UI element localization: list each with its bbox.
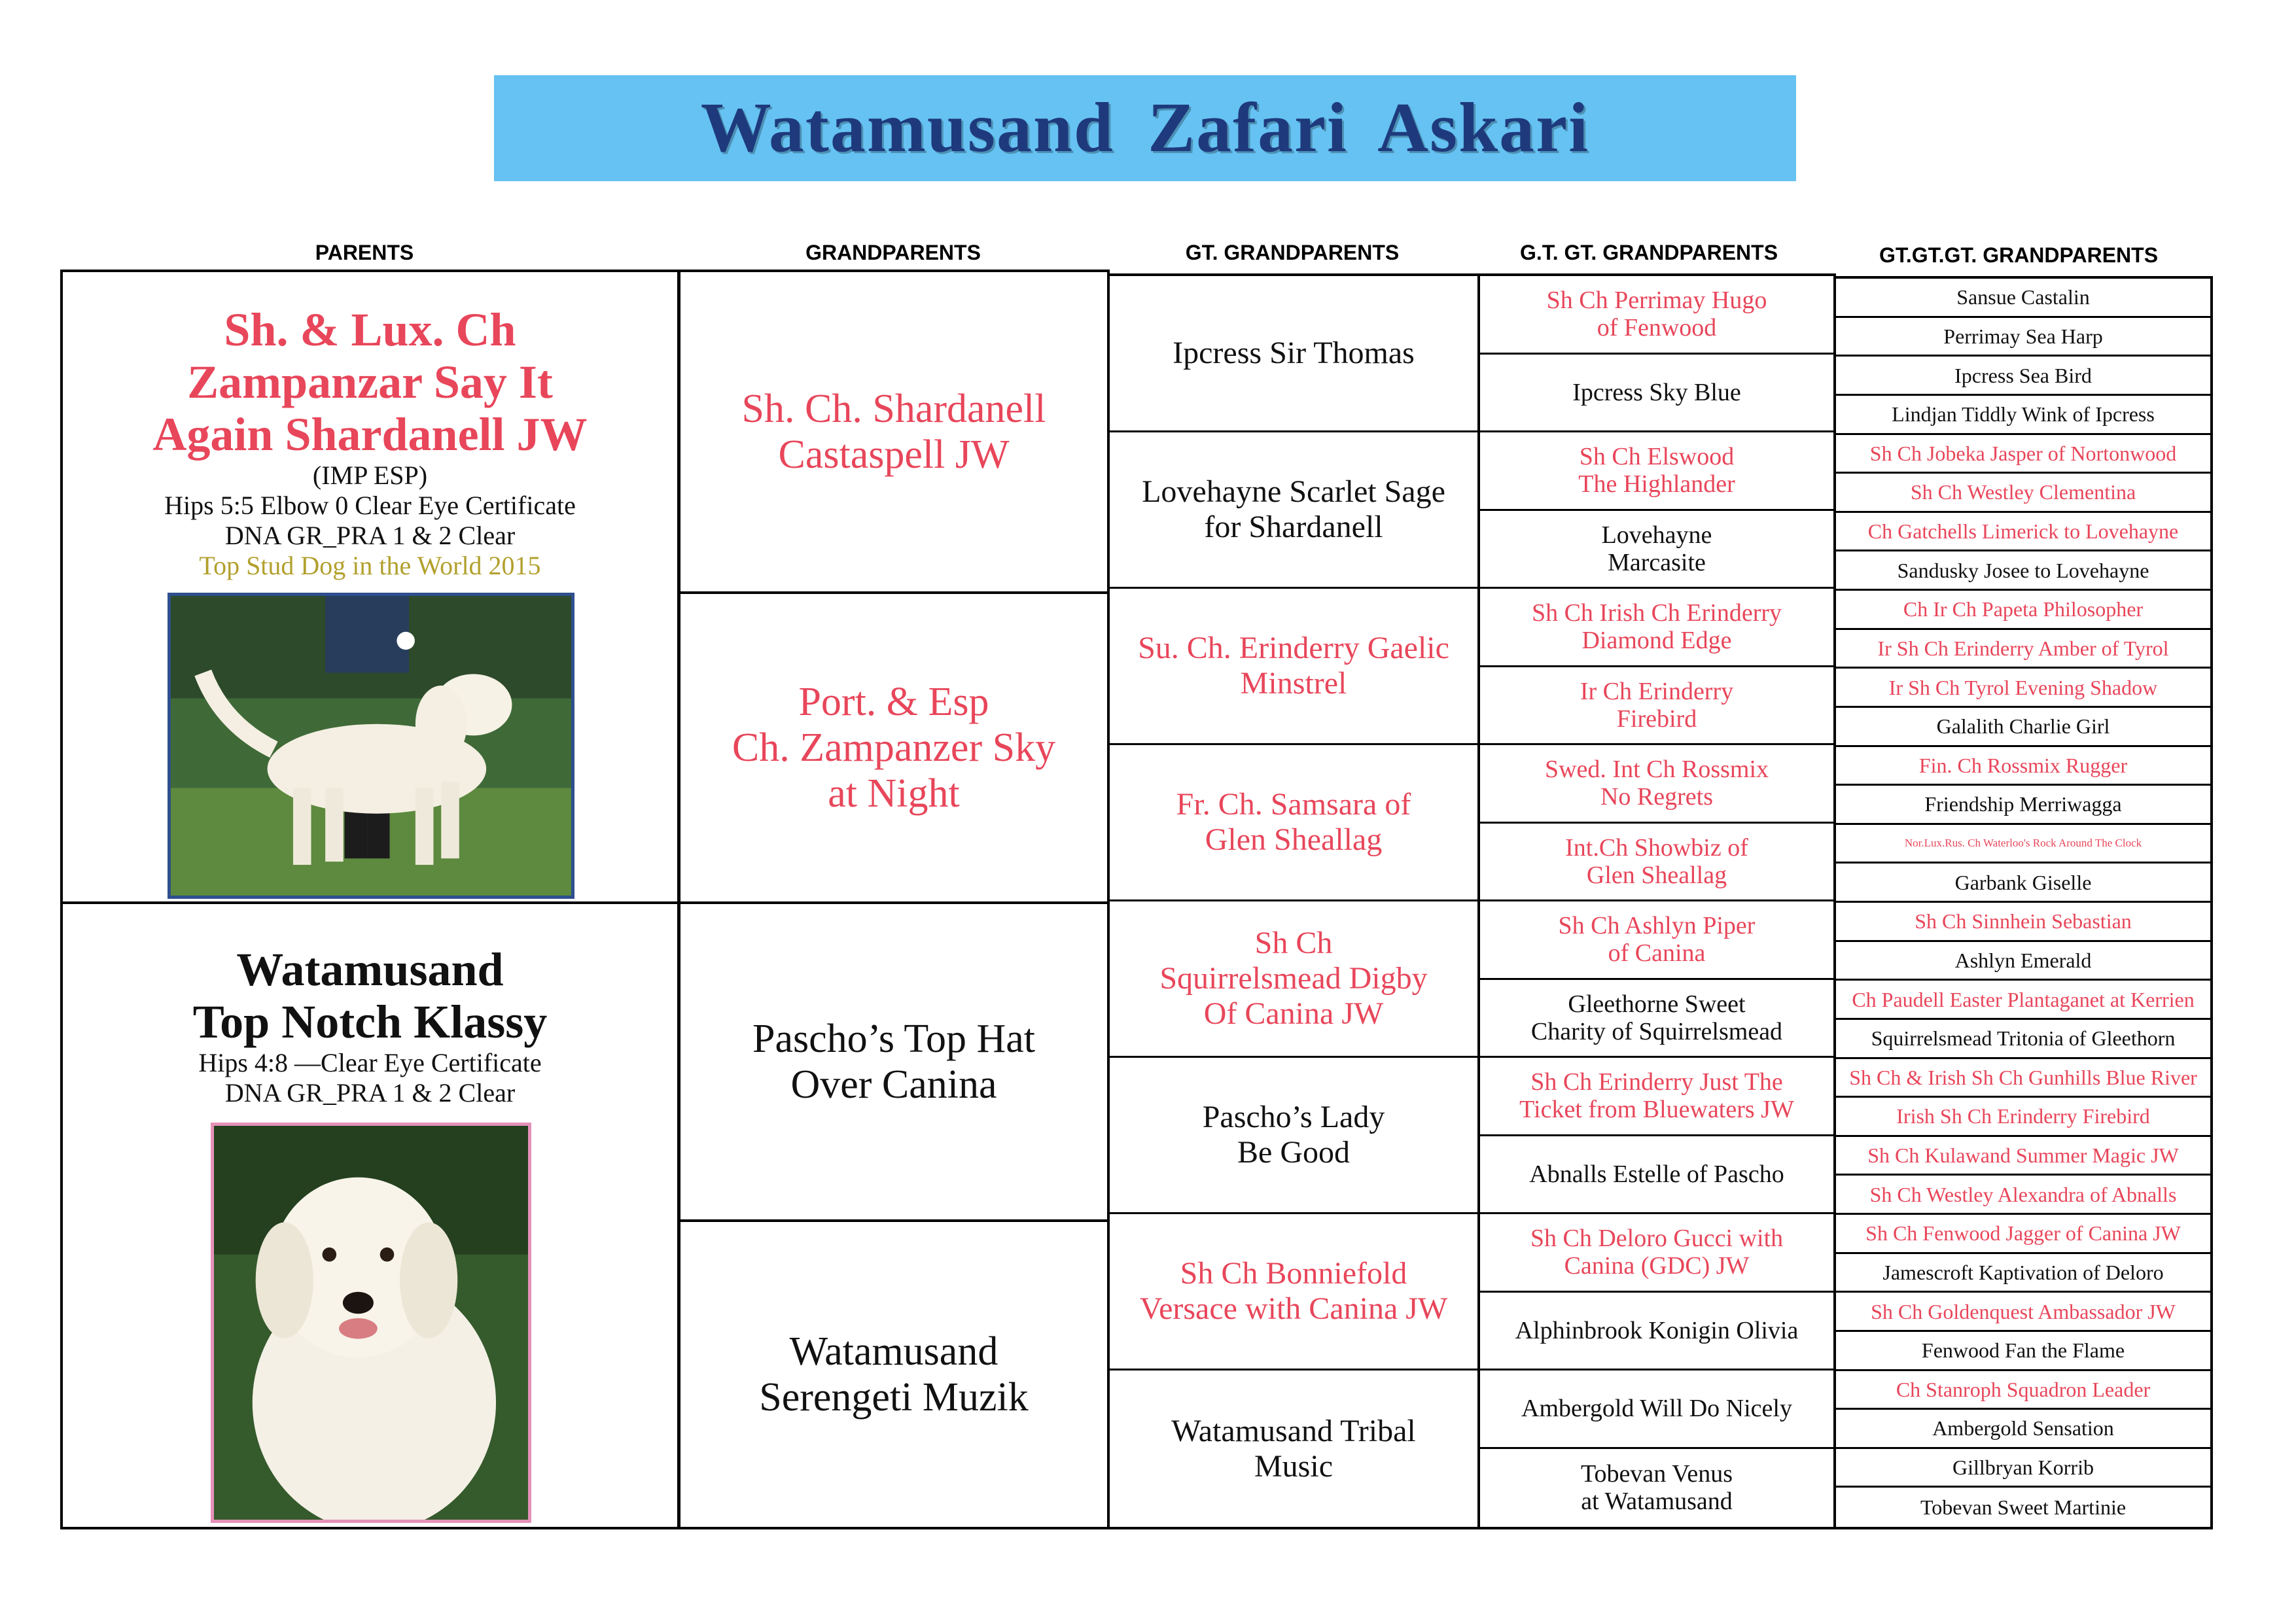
gtgtgt-grandparent-14: [1836, 786, 2210, 825]
gtgt-grandparent-1: [1480, 276, 1833, 355]
sire-name-line1: Sh. & Lux. Ch: [224, 304, 516, 356]
gtgtgt-grandparent-27-name: Sh Ch Goldenquest Ambassador JW: [1871, 1299, 2176, 1323]
gtgtgt-grandparent-20-name: Squirrelsmead Tritonia of Gleethorn: [1871, 1026, 2176, 1051]
gt-grandparent-7-line1: Sh Ch Bonniefold: [1180, 1256, 1407, 1291]
gtgtgt-grandparent-11-name: Ir Sh Ch Tyrol Evening Shadow: [1888, 675, 2158, 699]
gtgtgt-grandparent-14-name: Friendship Merriwagga: [1924, 792, 2122, 816]
gt-grandparent-1: [1110, 276, 1477, 432]
dam-name-line2: Top Notch Klassy: [192, 996, 548, 1048]
gtgt-grandparent-1-line2: of Fenwood: [1597, 314, 1717, 342]
gt-grandparent-2-line1: Lovehayne Scarlet Sage: [1142, 474, 1445, 509]
gtgtgt-grandparent-3: [1836, 357, 2210, 396]
gtgtgt-grandparent-4-name: Lindjan Tiddly Wink of Ipcress: [1892, 402, 2155, 427]
dam-photo: [211, 1123, 531, 1523]
gtgt-grandparent-7-line2: No Regrets: [1600, 783, 1714, 811]
gt-grandparents-column: [1107, 273, 1480, 1529]
gtgt-grandparent-5: [1480, 589, 1833, 667]
header-gtgt-grandparents: G.T. GT. GRANDPARENTS: [1519, 241, 1778, 264]
gtgt-grandparent-8: [1480, 824, 1833, 902]
sire-import: (IMP ESP): [312, 461, 428, 490]
gtgtgt-grandparent-12: [1836, 708, 2210, 747]
grandparent-1-line2: Castaspell JW: [778, 432, 1010, 477]
gtgtgt-grandparent-4: [1836, 396, 2210, 435]
gtgtgt-grandparent-12-name: Galalith Charlie Girl: [1936, 714, 2110, 739]
gtgtgt-grandparent-30: [1836, 1410, 2210, 1449]
grandparent-1-line1: Sh. Ch. Shardanell: [741, 387, 1046, 431]
gtgtgt-grandparents-column: [1833, 276, 2213, 1529]
gtgt-grandparent-14: [1480, 1293, 1833, 1371]
header-grandparents: GRANDPARENTS: [805, 241, 981, 264]
gtgt-grandparent-5-line2: Diamond Edge: [1581, 627, 1732, 655]
gtgtgt-grandparent-29: [1836, 1371, 2210, 1410]
header-gt-grandparents: GT. GRANDPARENTS: [1185, 241, 1400, 264]
grandparent-4: [680, 1222, 1107, 1527]
gtgtgt-grandparent-15: [1836, 825, 2210, 864]
gtgt-grandparent-3-line2: The Highlander: [1578, 470, 1735, 498]
gtgtgt-grandparent-16-name: Garbank Giselle: [1954, 870, 2092, 894]
grandparents-column: [678, 270, 1110, 1529]
sire-box: [60, 270, 680, 904]
gtgt-grandparent-7: [1480, 745, 1833, 824]
gtgtgt-grandparent-10-name: Ir Sh Ch Erinderry Amber of Tyrol: [1877, 636, 2169, 660]
gt-grandparent-1-line1: Ipcress Sir Thomas: [1173, 336, 1415, 370]
gt-grandparent-5: [1110, 901, 1477, 1058]
gt-grandparent-7: [1110, 1214, 1477, 1370]
gtgt-grandparent-13-line1: Sh Ch Deloro Gucci with: [1530, 1225, 1784, 1253]
gtgtgt-grandparent-5: [1836, 435, 2210, 474]
gt-grandparent-6-line2: Be Good: [1237, 1135, 1350, 1170]
gt-grandparent-5-line3: Of Canina JW: [1203, 996, 1384, 1031]
gtgt-grandparent-10: [1480, 980, 1833, 1058]
title-banner: [494, 75, 1796, 181]
gtgt-grandparent-4: [1480, 511, 1833, 589]
gtgtgt-grandparent-31-name: Gillbryan Korrib: [1952, 1456, 2094, 1480]
grandparent-2-line2: Ch. Zampanzer Sky: [732, 725, 1056, 770]
gtgt-grandparent-12: [1480, 1136, 1833, 1215]
gtgtgt-grandparent-13-name: Fin. Ch Rossmix Rugger: [1918, 753, 2128, 777]
gtgt-grandparents-column: [1477, 273, 1836, 1529]
grandparent-1: [680, 272, 1107, 594]
gt-grandparent-8: [1110, 1370, 1477, 1527]
gtgt-grandparent-3: [1480, 432, 1833, 511]
grandparent-2: [680, 594, 1107, 904]
dam-health2: DNA GR_PRA 1 & 2 Clear: [224, 1078, 516, 1108]
dam-box: [60, 901, 680, 1529]
gtgtgt-grandparent-8: [1836, 551, 2210, 591]
gt-grandparent-4-line1: Fr. Ch. Samsara of: [1176, 787, 1411, 822]
dam-info: [63, 943, 677, 1108]
gtgtgt-grandparent-22: [1836, 1098, 2210, 1137]
gtgtgt-grandparent-3-name: Ipcress Sea Bird: [1954, 363, 2092, 387]
gtgt-grandparent-8-line2: Glen Sheallag: [1586, 861, 1727, 889]
gt-grandparent-8-line1: Watamusand Tribal: [1171, 1413, 1416, 1448]
gtgt-grandparent-9-line2: of Canina: [1608, 939, 1706, 968]
gtgt-grandparent-5-line1: Sh Ch Irish Ch Erinderry: [1531, 599, 1782, 627]
gtgtgt-grandparent-32: [1836, 1488, 2210, 1527]
gtgt-grandparent-8-line1: Int.Ch Showbiz of: [1565, 833, 1748, 862]
gtgt-grandparent-6-line2: Firebird: [1616, 705, 1697, 733]
gtgt-grandparent-15-line1: Ambergold Will Do Nicely: [1521, 1395, 1792, 1423]
header-parents: PARENTS: [315, 241, 414, 264]
gtgtgt-grandparent-2-name: Perrimay Sea Harp: [1943, 324, 2103, 348]
gt-grandparent-6: [1110, 1058, 1477, 1214]
gtgtgt-grandparent-21: [1836, 1059, 2210, 1098]
gtgt-grandparent-15: [1480, 1370, 1833, 1449]
gtgt-grandparent-10-line2: Charity of Squirrelsmead: [1530, 1017, 1783, 1045]
sire-health1: Hips 5:5 Elbow 0 Clear Eye Certificate: [164, 491, 576, 520]
gtgt-grandparent-11-line1: Sh Ch Erinderry Just The: [1530, 1068, 1783, 1096]
gtgt-grandparent-6-line1: Ir Ch Erinderry: [1580, 677, 1734, 705]
gt-grandparent-7-line2: Versace with Canina JW: [1139, 1291, 1448, 1326]
sire-award: Top Stud Dog in the World 2015: [199, 551, 541, 580]
gtgtgt-grandparent-1: [1836, 279, 2210, 318]
gtgtgt-grandparent-28: [1836, 1332, 2210, 1371]
gtgt-grandparent-9-line1: Sh Ch Ashlyn Piper: [1558, 912, 1756, 940]
gtgt-grandparent-1-line1: Sh Ch Perrimay Hugo: [1546, 287, 1767, 315]
gtgtgt-grandparent-20: [1836, 1020, 2210, 1059]
gtgt-grandparent-16-line1: Tobevan Venus: [1581, 1460, 1733, 1488]
header-gtgtgt-grandparents: GT.GT.GT. GRANDPARENTS: [1879, 243, 2159, 267]
gt-grandparent-3: [1110, 589, 1477, 745]
gtgtgt-grandparent-2: [1836, 318, 2210, 357]
gtgt-grandparent-6: [1480, 667, 1833, 746]
gtgt-grandparent-11-line2: Ticket from Bluewaters JW: [1519, 1096, 1794, 1124]
gtgtgt-grandparent-24-name: Sh Ch Westley Alexandra of Abnalls: [1869, 1182, 2177, 1206]
gtgtgt-grandparent-26-name: Jamescroft Kaptivation of Deloro: [1882, 1260, 2164, 1284]
gtgtgt-grandparent-27: [1836, 1293, 2210, 1332]
gtgtgt-grandparent-8-name: Sandusky Josee to Lovehayne: [1897, 558, 2149, 582]
gt-grandparent-2-line2: for Shardanell: [1204, 510, 1383, 544]
sire-photo: [168, 593, 574, 899]
gtgtgt-grandparent-26: [1836, 1254, 2210, 1293]
gtgtgt-grandparent-28-name: Fenwood Fan the Flame: [1921, 1338, 2125, 1363]
gt-grandparent-3-line2: Minstrel: [1240, 666, 1347, 701]
gtgt-grandparent-4-line1: Lovehayne: [1601, 521, 1712, 549]
dam-health1: Hips 4:8 —Clear Eye Certificate: [198, 1048, 542, 1077]
grandparent-2-line3: at Night: [828, 771, 960, 816]
grandparent-3-line1: Pascho’s Top Hat: [752, 1017, 1035, 1061]
gtgtgt-grandparent-32-name: Tobevan Sweet Martinie: [1920, 1495, 2127, 1520]
gtgtgt-grandparent-9: [1836, 591, 2210, 630]
gtgt-grandparent-2-line1: Ipcress Sky Blue: [1572, 378, 1741, 406]
gtgtgt-grandparent-19: [1836, 981, 2210, 1020]
gtgt-grandparent-3-line1: Sh Ch Elswood: [1579, 443, 1735, 471]
gtgt-grandparent-4-line2: Marcasite: [1608, 548, 1706, 576]
grandparent-3-line2: Over Canina: [790, 1062, 997, 1107]
gtgtgt-grandparent-31: [1836, 1449, 2210, 1488]
gt-grandparent-3-line1: Su. Ch. Erinderry Gaelic: [1138, 631, 1449, 665]
dam-name-line1: Watamusand: [236, 943, 504, 996]
grandparent-4-line2: Serengeti Muzik: [759, 1375, 1029, 1420]
gtgt-grandparent-13: [1480, 1214, 1833, 1293]
gtgt-grandparent-12-line1: Abnalls Estelle of Pascho: [1529, 1160, 1784, 1188]
gt-grandparent-4-line2: Glen Sheallag: [1205, 822, 1383, 857]
gtgtgt-grandparent-15-name: Nor.Lux.Rus. Ch Waterloo's Rock Around The Clock: [1904, 837, 2142, 850]
gtgtgt-grandparent-17: [1836, 903, 2210, 942]
gtgtgt-grandparent-18-name: Ashlyn Emerald: [1954, 948, 2092, 972]
gtgtgt-grandparent-18: [1836, 942, 2210, 981]
gt-grandparent-2: [1110, 432, 1477, 589]
gt-grandparent-5-line1: Sh Ch: [1254, 926, 1333, 960]
sire-health2: DNA GR_PRA 1 & 2 Clear: [224, 521, 516, 550]
gtgtgt-grandparent-1-name: Sansue Castalin: [1956, 285, 2090, 309]
sire-name-line3: Again Shardanell JW: [152, 408, 588, 461]
grandparent-3: [680, 904, 1107, 1222]
gtgt-grandparent-10-line1: Gleethorne Sweet: [1568, 990, 1746, 1018]
gtgtgt-grandparent-16: [1836, 864, 2210, 903]
gtgtgt-grandparent-17-name: Sh Ch Sinnhein Sebastian: [1915, 909, 2132, 934]
gtgtgt-grandparent-7: [1836, 513, 2210, 552]
gtgtgt-grandparent-6: [1836, 474, 2210, 513]
gtgt-grandparent-11: [1480, 1058, 1833, 1136]
gtgtgt-grandparent-10: [1836, 630, 2210, 669]
gtgt-grandparent-13-line2: Canina (GDC) JW: [1564, 1252, 1750, 1280]
gtgtgt-grandparent-25-name: Sh Ch Fenwood Jagger of Canina JW: [1865, 1221, 2181, 1246]
gtgt-grandparent-16: [1480, 1449, 1833, 1527]
gtgt-grandparent-2: [1480, 355, 1833, 433]
gtgt-grandparent-9: [1480, 901, 1833, 980]
gt-grandparent-6-line1: Pascho’s Lady: [1202, 1100, 1385, 1134]
sire-info: [63, 304, 677, 581]
gtgt-grandparent-14-line1: Alphinbrook Konigin Olivia: [1515, 1316, 1799, 1344]
pedigree-title: Watamusand Zafari Askari: [700, 89, 1590, 167]
gt-grandparent-4: [1110, 745, 1477, 901]
sire-name-line2: Zampanzar Say It: [187, 356, 553, 408]
gtgtgt-grandparent-23: [1836, 1137, 2210, 1176]
gtgtgt-grandparent-21-name: Sh Ch & Irish Sh Ch Gunhills Blue River: [1849, 1065, 2197, 1089]
grandparent-2-line1: Port. & Esp: [798, 680, 989, 724]
gtgtgt-grandparent-5-name: Sh Ch Jobeka Jasper of Nortonwood: [1869, 441, 2177, 465]
gtgtgt-grandparent-11: [1836, 669, 2210, 708]
gt-grandparent-5-line2: Squirrelsmead Digby: [1159, 961, 1428, 996]
gtgtgt-grandparent-24: [1836, 1176, 2210, 1215]
gt-grandparent-8-line2: Music: [1254, 1448, 1333, 1484]
gtgtgt-grandparent-7-name: Ch Gatchells Limerick to Lovehayne: [1867, 519, 2179, 544]
gtgtgt-grandparent-29-name: Ch Stanroph Squadron Leader: [1896, 1377, 2151, 1401]
gtgtgt-grandparent-23-name: Sh Ch Kulawand Summer Magic JW: [1867, 1143, 2179, 1168]
gtgtgt-grandparent-22-name: Irish Sh Ch Erinderry Firebird: [1896, 1104, 2150, 1128]
gtgtgt-grandparent-25: [1836, 1215, 2210, 1254]
gtgt-grandparent-16-line2: at Watamusand: [1581, 1488, 1733, 1516]
gtgtgt-grandparent-30-name: Ambergold Sensation: [1932, 1416, 2114, 1440]
gtgtgt-grandparent-13: [1836, 747, 2210, 786]
gtgtgt-grandparent-6-name: Sh Ch Westley Clementina: [1910, 480, 2136, 504]
gtgtgt-grandparent-9-name: Ch Ir Ch Papeta Philosopher: [1903, 597, 2144, 621]
grandparent-4-line1: Watamusand: [789, 1329, 998, 1374]
gtgt-grandparent-7-line1: Swed. Int Ch Rossmix: [1544, 756, 1769, 784]
gtgtgt-grandparent-19-name: Ch Paudell Easter Plantaganet at Kerrien: [1852, 987, 2195, 1011]
